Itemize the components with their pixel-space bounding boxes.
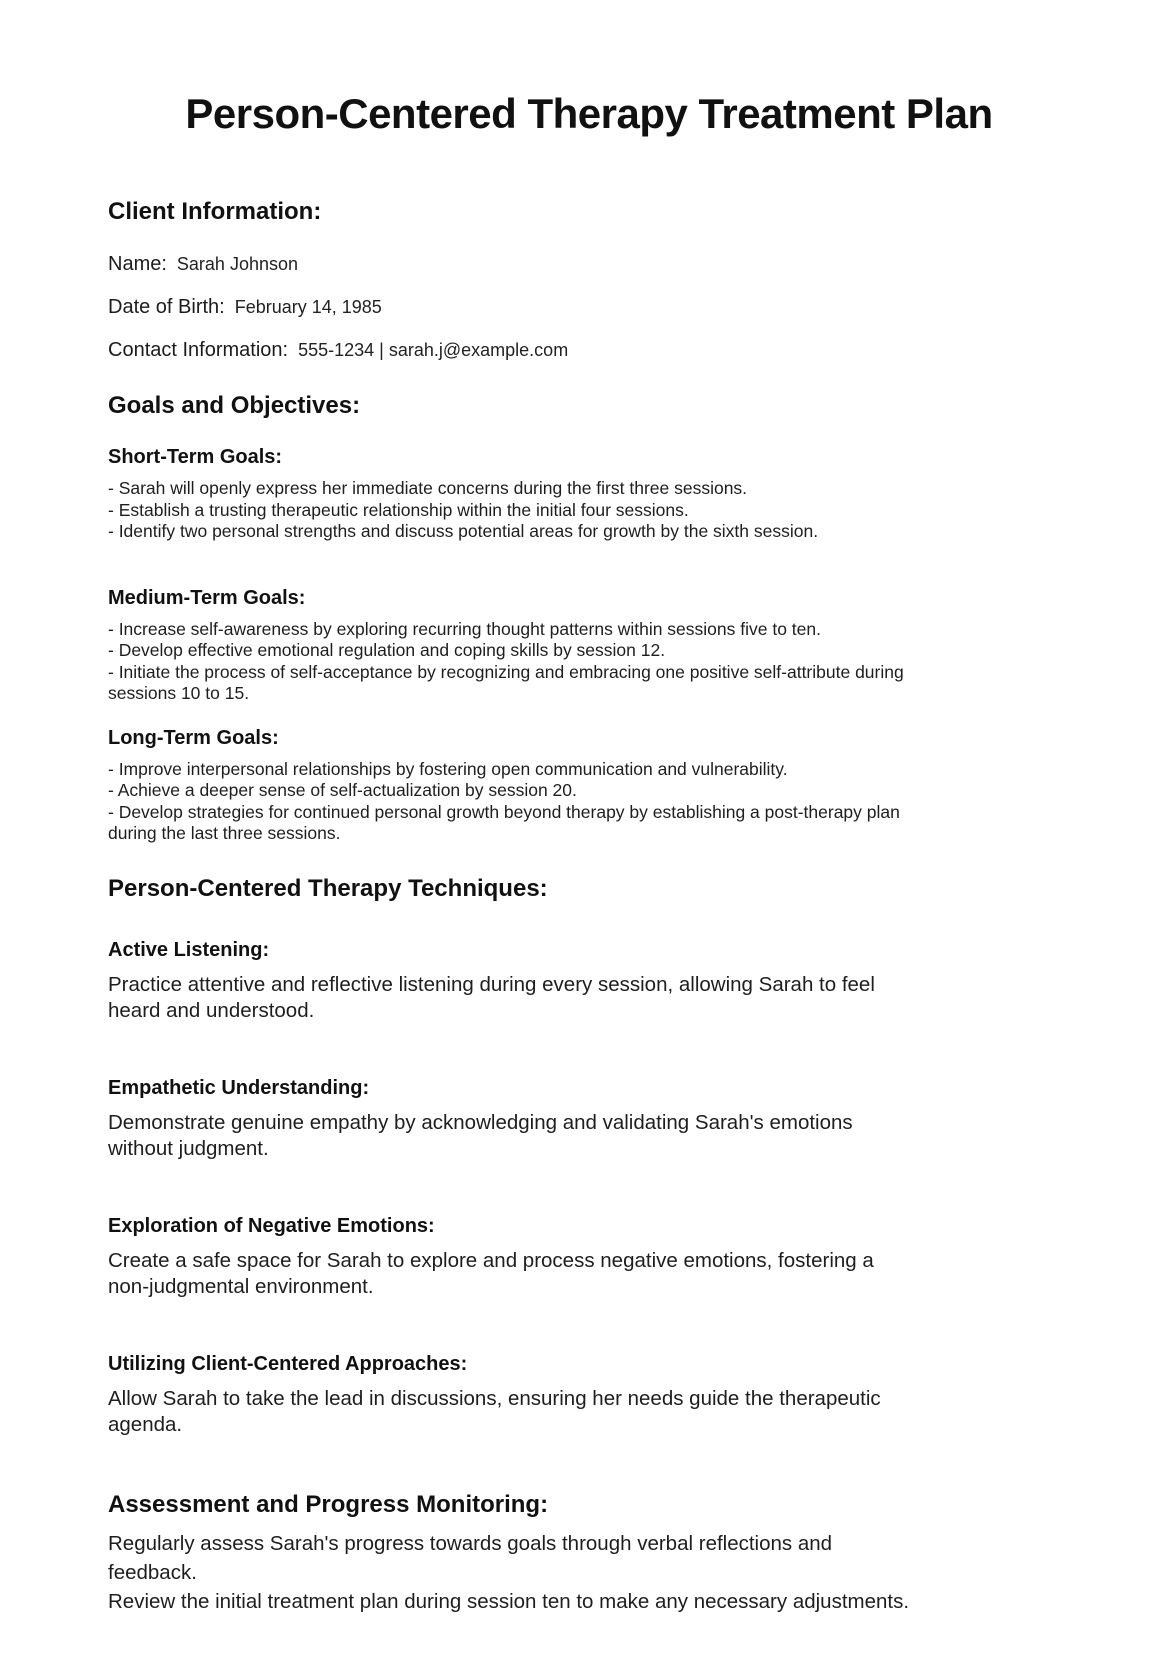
text-line: heard and understood. (108, 999, 315, 1022)
text-line: Review the initial treatment plan during session ten to make any necessary adjustments. (108, 1589, 910, 1613)
text-line: - Develop strategies for continued personal growth beyond therapy by establishing a post-therapy plan (108, 801, 900, 822)
medium-term-goals-heading: Medium-Term Goals: (108, 586, 306, 609)
goal-group-short-term (108, 446, 1070, 543)
field-date-of-birth-value: February 14, 1985 (234, 297, 382, 317)
text-line: during the last three sessions. (108, 823, 341, 843)
section-client-information (108, 198, 1070, 362)
text-line: sessions 10 to 15. (108, 683, 250, 703)
text-line: Practice attentive and reflective listening during every session, allowing Sarah to feel (108, 972, 875, 996)
text-line: - Initiate the process of self-acceptance by recognizing and embracing one positive self-attribute during (108, 661, 904, 682)
text-line: - Improve interpersonal relationships by fostering open communication and vulnerability. (108, 758, 788, 779)
field-name-label: Name: (108, 253, 167, 275)
text-line: Demonstrate genuine empathy by acknowledging and validating Sarah's emotions (108, 1110, 853, 1134)
field-name-value: Sarah Johnson (176, 254, 298, 274)
text-line: Allow Sarah to take the lead in discussions, ensuring her needs guide the therapeutic (108, 1386, 881, 1410)
text-line: Create a safe space for Sarah to explore and process negative emotions, fostering a (108, 1248, 874, 1272)
section-therapy-techniques (108, 875, 1070, 1439)
document-title: Person-Centered Therapy Treatment Plan (185, 90, 993, 137)
medium-term-goals-list (108, 619, 1013, 705)
text-line: feedback. (108, 1560, 197, 1584)
short-term-goals-list (108, 478, 1013, 543)
field-date-of-birth-label: Date of Birth: (108, 296, 225, 318)
utilizing-client-centered-approaches-heading: Utilizing Client-Centered Approaches: (108, 1352, 468, 1375)
long-term-goals-heading: Long-Term Goals: (108, 726, 279, 749)
long-term-goals-list (108, 759, 1013, 845)
utilizing-client-centered-approaches-body (108, 1386, 1070, 1439)
technique-active-listening (108, 939, 1070, 1025)
therapy-techniques-heading: Person-Centered Therapy Techniques: (108, 874, 548, 902)
technique-empathetic-understanding (108, 1077, 1070, 1163)
text-line: without judgment. (108, 1137, 269, 1160)
field-date-of-birth (108, 295, 1070, 319)
technique-utilizing-client-centered-approaches (108, 1353, 1070, 1439)
active-listening-body (108, 972, 1070, 1025)
goals-and-objectives-heading: Goals and Objectives: (108, 392, 361, 419)
section-assessment-and-progress (108, 1491, 1070, 1616)
text-line: non-judgmental environment. (108, 1275, 374, 1298)
exploration-of-negative-emotions-heading: Exploration of Negative Emotions: (108, 1214, 435, 1237)
goal-group-long-term (108, 727, 1070, 845)
field-name (108, 252, 1070, 276)
client-information-heading: Client Information: (108, 198, 322, 225)
assessment-and-progress-heading: Assessment and Progress Monitoring: (108, 1490, 549, 1518)
text-line: - Sarah will openly express her immediate concerns during the first three sessions. (108, 478, 748, 498)
short-term-goals-heading: Short-Term Goals: (108, 446, 283, 468)
text-line: agenda. (108, 1413, 183, 1436)
text-line: - Achieve a deeper sense of self-actualization by session 20. (108, 780, 577, 800)
empathetic-understanding-body (108, 1110, 1070, 1163)
field-contact-information-label: Contact Information: (108, 339, 289, 361)
field-contact-information-value: 555-1234 | sarah.j@example.com (298, 340, 569, 360)
field-contact-information (108, 338, 1070, 362)
technique-exploration-of-negative-emotions (108, 1215, 1070, 1301)
assessment-and-progress-body (108, 1529, 1070, 1616)
text-line: Regularly assess Sarah's progress towards goals through verbal reflections and (108, 1531, 833, 1555)
goal-group-medium-term (108, 587, 1070, 705)
empathetic-understanding-heading: Empathetic Understanding: (108, 1076, 370, 1099)
text-line: - Develop effective emotional regulation and coping skills by session 12. (108, 640, 666, 660)
text-line: - Increase self-awareness by exploring recurring thought patterns within sessions five to ten. (108, 618, 821, 639)
exploration-of-negative-emotions-body (108, 1248, 1070, 1301)
text-line: - Identify two personal strengths and discuss potential areas for growth by the sixth session. (108, 521, 819, 541)
active-listening-heading: Active Listening: (108, 938, 270, 961)
section-goals-and-objectives (108, 392, 1070, 845)
text-line: - Establish a trusting therapeutic relationship within the initial four sessions. (108, 499, 689, 520)
